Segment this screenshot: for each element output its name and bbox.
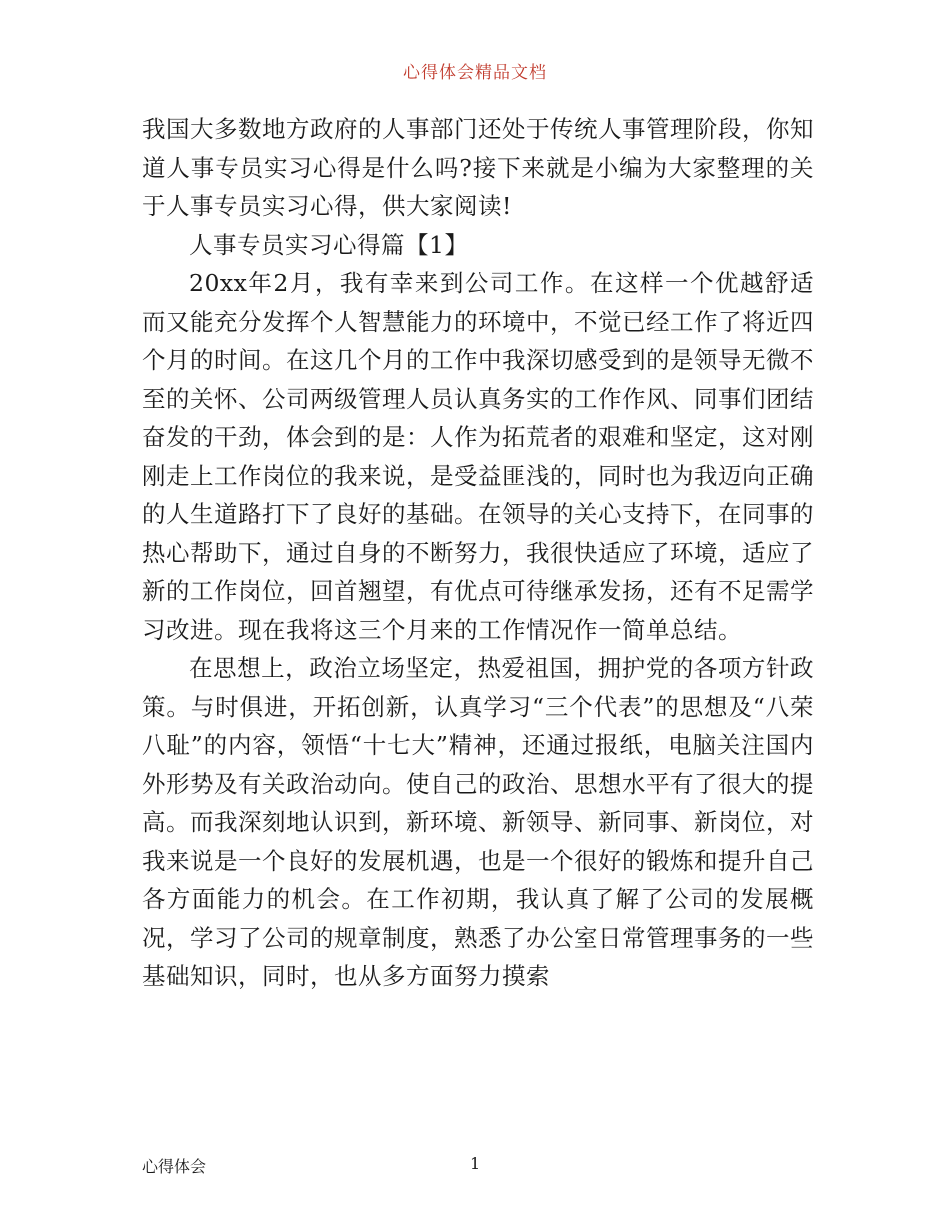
intro-paragraph: 我国大多数地方政府的人事部门还处于传统人事管理阶段，你知道人事专员实习心得是什么吗?接下来就是小编为大家整理的关于人事专员实习心得，供大家阅读! <box>142 115 814 220</box>
body-paragraph-2: 在思想上，政治立场坚定，热爱祖国，拥护党的各项方针政策。与时俱进，开拓创新，认真学习“三个代表”的思想及“八荣八耻”的内容，领悟“十七大”精神，还通过报纸，电脑关注国内外形势及有关政治动向。使自己的政治、思想水平有了很大的提高。而我深刻地认识到，新环境、新领导、新同事、新岗位，对我来说是一个良好的发展机遇，也是一个很好的锻炼和提升自己各方面能力的机会。在工作初期，我认真了解了公司的发展概况，学习了公司的规章制度，熟悉了办公室日常管理事务的一些基础知识，同时，也从多方面努力摸索 <box>142 654 814 990</box>
document-body <box>142 110 814 996</box>
page-header: 心得体会精品文档 <box>403 63 547 83</box>
page-number: 1 <box>470 1154 481 1173</box>
section-title: 人事专员实习心得篇【1】 <box>189 230 469 259</box>
body-paragraph-1: 20xx年2月，我有幸来到公司工作。在这样一个优越舒适而又能充分发挥个人智慧能力的环境中，不觉已经工作了将近四个月的时间。在这几个月的工作中我深切感受到的是领导无微不至的关怀、公司两级管理人员认真务实的工作作风、同事们团结奋发的干劲，体会到的是：人作为拓荒者的艰难和坚定，这对刚刚走上工作岗位的我来说，是受益匪浅的，同时也为我迈向正确的人生道路打下了良好的基础。在领导的关心支持下，在同事的热心帮助下，通过自身的不断努力，我很快适应了环境，适应了新的工作岗位，回首翘望，有优点可待继承发扬，还有不足需学习改进。现在我将这三个月来的工作情况作一简单总结。 <box>142 269 814 644</box>
footer-label: 心得体会 <box>142 1157 207 1176</box>
